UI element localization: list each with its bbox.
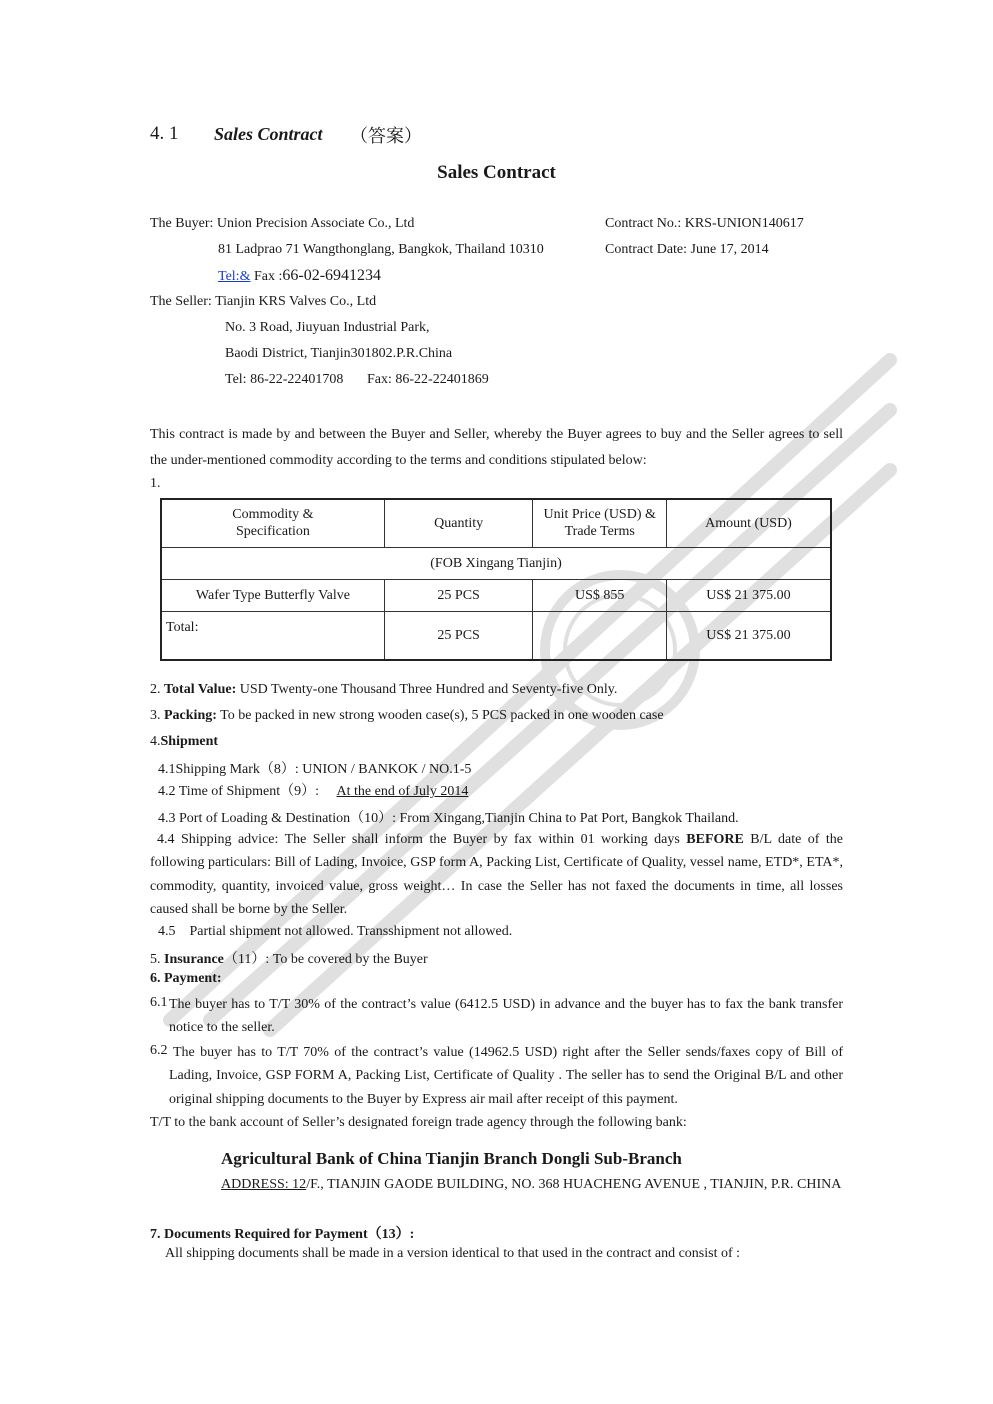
- buyer-tel-link[interactable]: Tel:&: [218, 269, 251, 284]
- shipping-mark: 4.1Shipping Mark（8）: UNION / BANKOK / NO.1-5: [158, 762, 472, 777]
- section-title: Sales Contract: [214, 124, 323, 144]
- cell-unit-price: US$ 855: [533, 579, 667, 611]
- clause-7-title: 7. Documents Required for Payment（13）:: [150, 1227, 415, 1242]
- clause-4-title: 4.Shipment: [150, 734, 219, 749]
- total-row: [161, 611, 831, 660]
- clause-6-title: 6. Payment:: [150, 971, 222, 986]
- item-1-number: 1.: [150, 476, 161, 491]
- buyer-fax-label: Fax :: [253, 269, 283, 284]
- payment-6-2-number: 6.2: [150, 1043, 168, 1058]
- total-quantity: 25 PCS: [384, 611, 533, 660]
- buyer-address: 81 Ladprao 71 Wangthonglang, Bangkok, Thailand 10310: [218, 242, 544, 257]
- header-unit-price: Unit Price (USD) & Trade Terms: [533, 499, 667, 547]
- table-row: [161, 579, 831, 611]
- table-header-row: [161, 499, 831, 547]
- payment-6-1: The buyer has to T/T 30% of the contract’s value (6412.5 USD) in advance and the buyer has to fax the bank transfer notice to the seller.: [169, 997, 843, 1036]
- clause-2-label: Total Value:: [164, 682, 237, 697]
- clause-3-label: Packing:: [164, 708, 217, 723]
- time-of-shipment-value: At the end of July 2014: [336, 784, 469, 799]
- seller-address-2: Baodi District, Tianjin301802.P.R.China: [225, 346, 453, 361]
- shipping-advice: 4.4 Shipping advice: The Seller shall inform the Buyer by fax within 01 working days BEFORE B/L date of the following particulars: Bill of Lading, Invoice, GSP form A, Packing List, Certificate of Quality, vessel name, ETD*, ETA*, commodity, quantity, invoiced value, gross weight… In case the Seller has not faxed the documents in time, all losses caused shall be borne by the Seller.: [150, 832, 844, 917]
- section-number: 4. 1: [150, 123, 179, 144]
- clause-3: 3. Packing: To be packed in new strong wooden case(s), 5 PCS packed in one wooden case: [150, 708, 664, 723]
- goods-table: [160, 498, 832, 661]
- buyer-name: Union Precision Associate Co., Ltd: [216, 216, 415, 231]
- header-amount: Amount (USD): [666, 499, 831, 547]
- time-of-shipment: 4.2 Time of Shipment（9）: At the end of July 2014: [158, 780, 488, 800]
- cell-quantity: 25 PCS: [384, 579, 533, 611]
- seller-fax: Fax: 86-22-22401869: [367, 372, 489, 387]
- seller-name: Tianjin KRS Valves Co., Ltd: [215, 294, 377, 309]
- header-quantity: Quantity: [384, 499, 533, 547]
- total-amount: US$ 21 375.00: [666, 611, 831, 660]
- cell-commodity: Wafer Type Butterfly Valve: [161, 579, 384, 611]
- seller-line: [150, 294, 376, 310]
- seller-address-1: No. 3 Road, Jiuyuan Industrial Park,: [225, 320, 430, 335]
- trade-term-row: [161, 547, 831, 579]
- clause-5-label: Insurance: [164, 952, 224, 967]
- trade-term-cell: (FOB Xingang Tianjin): [161, 547, 831, 579]
- payment-6-1-number: 6.1: [150, 995, 168, 1010]
- header-commodity: Commodity & Specification: [161, 499, 384, 547]
- contract-date: Contract Date: June 17, 2014: [605, 242, 769, 257]
- bank-name: Agricultural Bank of China Tianjin Branch Dongli Sub-Branch: [221, 1149, 682, 1168]
- document-title: Sales Contract: [437, 162, 556, 183]
- tt-bank-note: T/T to the bank account of Seller’s designated foreign trade agency through the following bank:: [150, 1115, 687, 1130]
- buyer-contact: [218, 267, 381, 285]
- port-of-loading: 4.3 Port of Loading & Destination（10）: From Xingang,Tianjin China to Pat Port, Bangkok Thailand.: [158, 811, 739, 826]
- clause-7-text: All shipping documents shall be made in a version identical to that used in the contract and consist of :: [165, 1246, 741, 1261]
- cell-amount: US$ 21 375.00: [666, 579, 831, 611]
- contract-number: Contract No.: KRS-UNION140617: [605, 216, 804, 231]
- total-unit-price-empty: [533, 611, 667, 660]
- clause-5: 5. Insurance（11）: To be covered by the Buyer: [150, 952, 428, 967]
- clause-2-text: USD Twenty-one Thousand Three Hundred and Seventy-five Only.: [236, 682, 618, 697]
- seller-tel: Tel: 86-22-22401708: [225, 372, 344, 387]
- section-answer-tag: （答案）: [350, 126, 422, 147]
- buyer-label: The Buyer:: [150, 216, 214, 231]
- total-label: Total:: [161, 611, 384, 660]
- intro-paragraph: This contract is made by and between the Buyer and Seller, whereby the Buyer agrees to buy and the Seller agrees to sell the under-mentioned commodity according to the terms and conditions stipulated below:: [150, 427, 843, 468]
- buyer-line: [150, 216, 414, 232]
- seller-label: The Seller:: [150, 294, 212, 309]
- clause-3-text: To be packed in new strong wooden case(s), 5 PCS packed in one wooden case: [216, 708, 664, 723]
- buyer-fax: 66-02-6941234: [282, 267, 382, 284]
- payment-6-2: The buyer has to T/T 70% of the contract’s value (14962.5 USD) right after the Seller sends/faxes copy of Bill of Lading, Invoice, GSP FORM A, Packing List, Certificate of Quality . The seller has to send the Original B/L and other original shipping documents to the Buyer by Express air mail after receipt of this payment.: [169, 1045, 843, 1107]
- bank-address: ADDRESS: 12/F., TIANJIN GAODE BUILDING, NO. 368 HUACHENG AVENUE , TIANJIN, P.R. CHINA: [221, 1177, 842, 1192]
- partial-shipment: 4.5 Partial shipment not allowed. Transshipment not allowed.: [158, 924, 513, 939]
- clause-2: 2. Total Value: USD Twenty-one Thousand Three Hundred and Seventy-five Only.: [150, 682, 618, 697]
